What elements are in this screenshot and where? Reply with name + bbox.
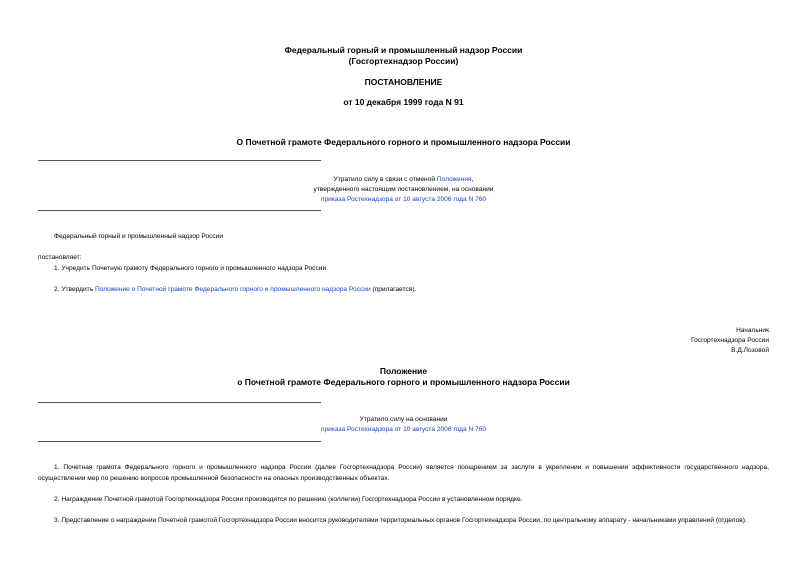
- item-2-prefix: 2. Утвердить: [54, 286, 95, 293]
- divider: [38, 210, 321, 211]
- signature-role: Начальник: [736, 327, 769, 334]
- item-1: 1. Учредить Почетную грамоту Федерального горного и промышленного надзора России.: [54, 265, 328, 272]
- item-2: [54, 284, 416, 295]
- annex-paragraph-3: 3. Представление о награждении Почетной грамотой Госгортехнадзора России вносится руководителями территориальных органов Госгортехнадзора России, по центральному аппарату - начальниками управлений (отделов).: [54, 517, 747, 524]
- divider: [38, 441, 321, 442]
- polozhenie-document-link[interactable]: Положение о Почетной грамоте Федерального горного и промышленного надзора России: [94, 286, 371, 293]
- status-note-line: Утратило силу на основании: [359, 416, 448, 423]
- agency-name: Федеральный горный и промышленный надзор России: [284, 45, 523, 55]
- item-2-suffix: (прилагается).: [370, 286, 417, 293]
- status-note-prefix: Утратило силу в связи с отменой: [333, 176, 437, 183]
- document-type: ПОСТАНОВЛЕНИЕ: [364, 77, 443, 87]
- annex-title: Положение: [379, 366, 428, 376]
- signature-name: В.Д.Лозовой: [731, 347, 769, 354]
- order-link[interactable]: приказа Ростехнадзора от 10 августа 2006 года N 760: [320, 426, 487, 433]
- document-date: от 10 декабря 1999 года N 91: [343, 97, 464, 107]
- annex-subtitle: о Почетной грамоте Федерального горного и промышленного надзора России: [237, 377, 570, 387]
- agency-short-name: (Госгортехнадзор России): [348, 56, 459, 66]
- document-title: О Почетной грамоте Федерального горного и промышленного надзора России: [236, 137, 571, 147]
- annex-paragraph-1: 1. Почетная грамота Федерального горного и промышленного надзора России (далее Госгортехнадзора России) является поощрением за заслуги в укреплении и повышении эффективности государственного надзора, осуществлении мер по решению вопросов промышленной безопасности на опасных производственных объектах.: [38, 464, 769, 482]
- signature-org: Госгортехнадзора России: [691, 337, 769, 344]
- intro-text: Федеральный горный и промышленный надзор России: [54, 233, 224, 240]
- divider: [38, 402, 321, 403]
- annex-paragraph-2: 2. Награждение Почетной грамотой Госгортехнадзора России производится по решению (коллегии) Госгортехнадзора России в установленном порядке.: [54, 496, 523, 503]
- status-note-line: утвержденного настоящим постановлением, на основании: [313, 186, 494, 193]
- status-note-suffix: ,: [471, 176, 474, 183]
- divider: [38, 160, 321, 161]
- polozhenie-link[interactable]: Положения: [436, 176, 472, 183]
- order-link[interactable]: приказа Ростехнадзора от 10 августа 2006 года N 760: [320, 196, 487, 203]
- decree-text: постановляет:: [38, 254, 82, 261]
